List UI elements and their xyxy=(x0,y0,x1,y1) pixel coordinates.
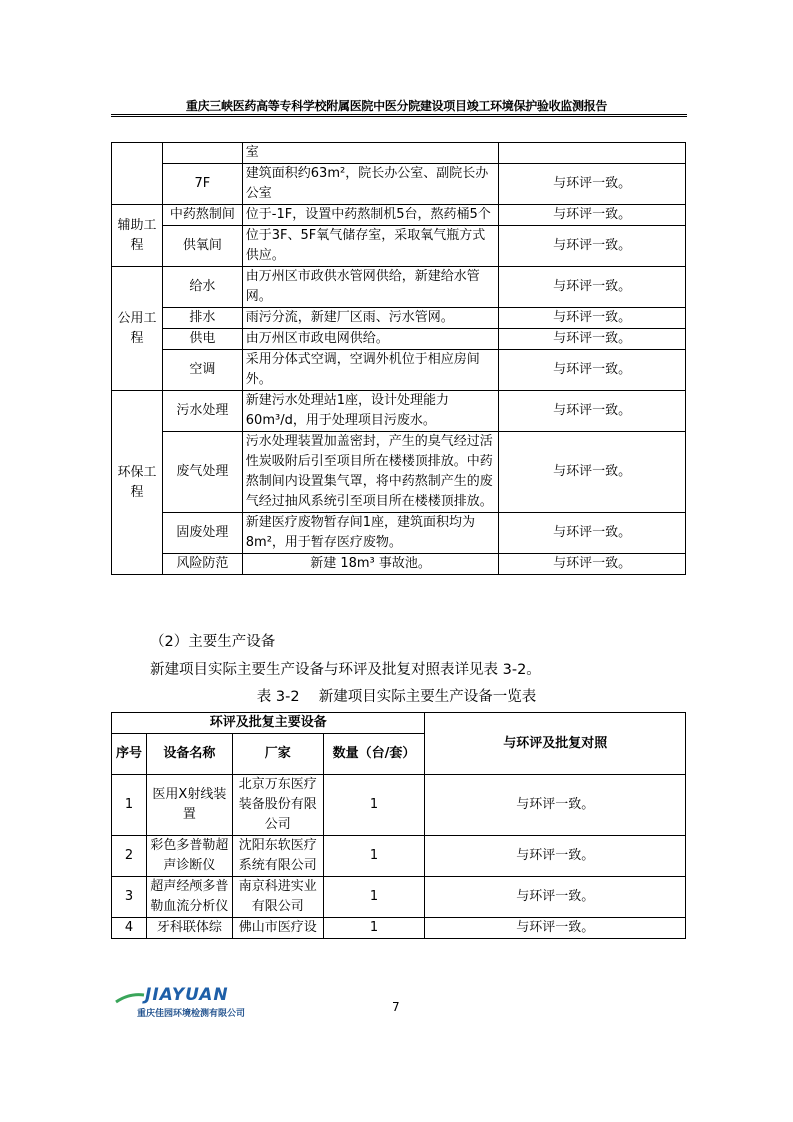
table-row xyxy=(112,205,686,226)
no-cell: 4 xyxy=(112,918,147,939)
compare-cell: 与环评一致。 xyxy=(499,350,686,391)
compare-cell: 与环评一致。 xyxy=(499,554,686,575)
table-row xyxy=(112,877,686,918)
equipment-table xyxy=(111,712,686,939)
sub-cell: 空调 xyxy=(162,350,242,391)
compare-cell: 与环评一致。 xyxy=(499,205,686,226)
name-cell: 医用X射线装置 xyxy=(146,775,232,836)
table-row xyxy=(112,143,686,164)
logo-wordmark: JIAYUAN xyxy=(145,985,229,1005)
sub-cell: 排水 xyxy=(162,308,242,329)
compare-cell: 与环评一致。 xyxy=(425,836,686,877)
sub-cell: 供氧间 xyxy=(162,226,242,267)
sub-cell: 7F xyxy=(162,164,242,205)
table-row xyxy=(112,775,686,836)
desc-cell: 位于3F、5F氧气储存室，采取氧气瓶方式供应。 xyxy=(242,226,499,267)
desc-cell: 由万州区市政供水管网供给，新建给水管网。 xyxy=(242,267,499,308)
qty-cell: 1 xyxy=(323,775,425,836)
section-intro: 新建项目实际主要生产设备与环评及批复对照表详见表 3-2。 xyxy=(150,662,541,678)
table-row xyxy=(112,513,686,554)
desc-cell: 雨污分流，新建厂区雨、污水管网。 xyxy=(242,308,499,329)
compare-cell: 与环评一致。 xyxy=(499,267,686,308)
table-row xyxy=(112,918,686,939)
table-row xyxy=(112,164,686,205)
sub-cell: 供电 xyxy=(162,329,242,350)
desc-cell: 室 xyxy=(242,143,499,164)
sub-cell: 风险防范 xyxy=(162,554,242,575)
group-header: 环评及批复主要设备 xyxy=(112,713,425,734)
table-row xyxy=(112,432,686,513)
compare-cell: 与环评一致。 xyxy=(425,918,686,939)
compare-cell: 与环评一致。 xyxy=(499,391,686,432)
desc-cell: 建筑面积约63m²，院长办公室、副院长办公室 xyxy=(242,164,499,205)
compare-cell: 与环评一致。 xyxy=(499,308,686,329)
sub-cell: 固废处理 xyxy=(162,513,242,554)
table-row xyxy=(112,329,686,350)
desc-cell: 采用分体式空调，空调外机位于相应房间外。 xyxy=(242,350,499,391)
no-cell: 1 xyxy=(112,775,147,836)
desc-cell: 新建医疗废物暂存间1座，建筑面积均为8m²，用于暂存医疗废物。 xyxy=(242,513,499,554)
table-row xyxy=(112,350,686,391)
section-heading: （2）主要生产设备 xyxy=(150,634,276,650)
qty-cell: 1 xyxy=(323,918,425,939)
table-row xyxy=(112,836,686,877)
page-number: 7 xyxy=(392,1000,400,1014)
sub-cell: 污水处理 xyxy=(162,391,242,432)
compare-cell: 与环评一致。 xyxy=(425,775,686,836)
group-cell: 辅助工程 xyxy=(112,205,163,267)
table-row xyxy=(112,391,686,432)
header-rule xyxy=(111,114,687,115)
col-header-maker: 厂家 xyxy=(232,734,323,775)
group-cell: 公用工程 xyxy=(112,267,163,391)
qty-cell: 1 xyxy=(323,836,425,877)
header-rule-double xyxy=(111,116,687,117)
maker-cell: 南京科进实业有限公司 xyxy=(232,877,323,918)
group-cell xyxy=(112,143,163,205)
maker-cell: 北京万东医疗装备股份有限公司 xyxy=(232,775,323,836)
sub-cell xyxy=(162,143,242,164)
table-row xyxy=(112,267,686,308)
name-cell: 牙科联体综 xyxy=(146,918,232,939)
table-row xyxy=(112,308,686,329)
desc-cell: 新建 18m³ 事故池。 xyxy=(242,554,499,575)
col-header-name: 设备名称 xyxy=(146,734,232,775)
compare-cell xyxy=(499,143,686,164)
company-name: 重庆佳园环境检测有限公司 xyxy=(137,1009,246,1019)
name-cell: 超声经颅多普勒血流分析仪 xyxy=(146,877,232,918)
sub-cell: 中药熬制间 xyxy=(162,205,242,226)
desc-cell: 新建污水处理站1座，设计处理能力60m³/d，用于处理项目污废水。 xyxy=(242,391,499,432)
compare-cell: 与环评一致。 xyxy=(499,513,686,554)
table-caption: 表 3-2 新建项目实际主要生产设备一览表 xyxy=(256,689,537,705)
no-cell: 3 xyxy=(112,877,147,918)
group-cell: 环保工程 xyxy=(112,391,163,575)
compare-header: 与环评及批复对照 xyxy=(425,713,686,775)
swoosh-icon xyxy=(115,991,145,1005)
name-cell: 彩色多普勒超声诊断仪 xyxy=(146,836,232,877)
col-header-qty: 数量（台/套） xyxy=(323,734,425,775)
project-composition-table xyxy=(111,142,686,575)
compare-cell: 与环评一致。 xyxy=(499,432,686,513)
desc-cell: 由万州区市政电网供给。 xyxy=(242,329,499,350)
compare-cell: 与环评一致。 xyxy=(499,329,686,350)
compare-cell: 与环评一致。 xyxy=(499,226,686,267)
qty-cell: 1 xyxy=(323,877,425,918)
table-row xyxy=(112,226,686,267)
sub-cell: 给水 xyxy=(162,267,242,308)
table-header-row xyxy=(112,713,686,734)
page-header-title: 重庆三峡医药高等专科学校附属医院中医分院建设项目竣工环境保护验收监测报告 xyxy=(185,99,608,113)
compare-cell: 与环评一致。 xyxy=(499,164,686,205)
maker-cell: 佛山市医疗设 xyxy=(232,918,323,939)
desc-cell: 位于-1F，设置中药熬制机5台，熬药桶5个 xyxy=(242,205,499,226)
maker-cell: 沈阳东软医疗系统有限公司 xyxy=(232,836,323,877)
desc-cell: 污水处理装置加盖密封，产生的臭气经过活性炭吸附后引至项目所在楼楼顶排放。中药熬制间内设置集气罩，将中药熬制产生的废气经过抽风系统引至项目所在楼楼顶排放。 xyxy=(242,432,499,513)
sub-cell: 废气处理 xyxy=(162,432,242,513)
company-logo xyxy=(115,985,245,1019)
no-cell: 2 xyxy=(112,836,147,877)
compare-cell: 与环评一致。 xyxy=(425,877,686,918)
col-header-no: 序号 xyxy=(112,734,147,775)
table-row xyxy=(112,554,686,575)
